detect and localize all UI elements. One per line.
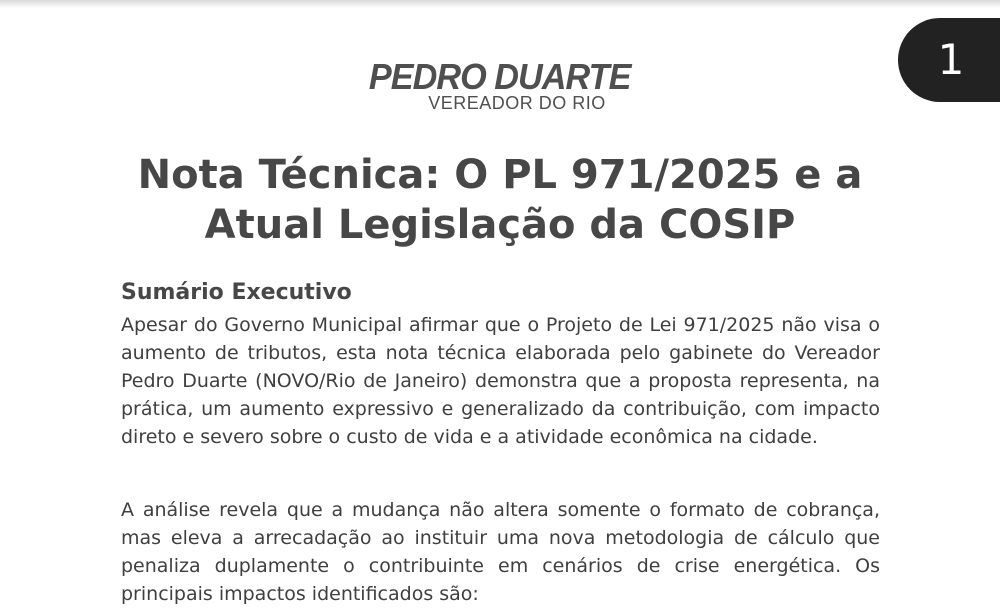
- logo-name: PEDRO DUARTE: [369, 56, 631, 97]
- paragraph-1: Apesar do Governo Municipal afirmar que o Projeto de Lei 971/2025 não visa o aumento de tributos, esta nota técnica elaborada pelo gabinete do Vereador Pedro Duarte (NOVO/Rio de Janeiro) demonstra que a proposta representa, na prática, um aumento expressivo e generalizado da contribuição, com impacto direto e severo sobre o custo de vida e a atividade econômica na cidade.: [121, 314, 880, 448]
- page-number-badge: 1: [898, 18, 1000, 102]
- top-edge-shadow: [0, 0, 1000, 8]
- logo-subtitle: VEREADOR DO RIO: [428, 93, 606, 113]
- author-logo: [0, 58, 1000, 112]
- document-title: Nota Técnica: O PL 971/2025 e a Atual Legislação da COSIP: [137, 152, 863, 248]
- paragraph-2: A análise revela que a mudança não altera somente o formato de cobrança, mas eleva a arrecadação ao instituir uma nova metodologia de cálculo que penaliza duplamente o contribuinte em cenários de crise energética. Os principais impactos identificados são:: [121, 499, 880, 605]
- section-heading: Sumário Executivo: [121, 280, 352, 305]
